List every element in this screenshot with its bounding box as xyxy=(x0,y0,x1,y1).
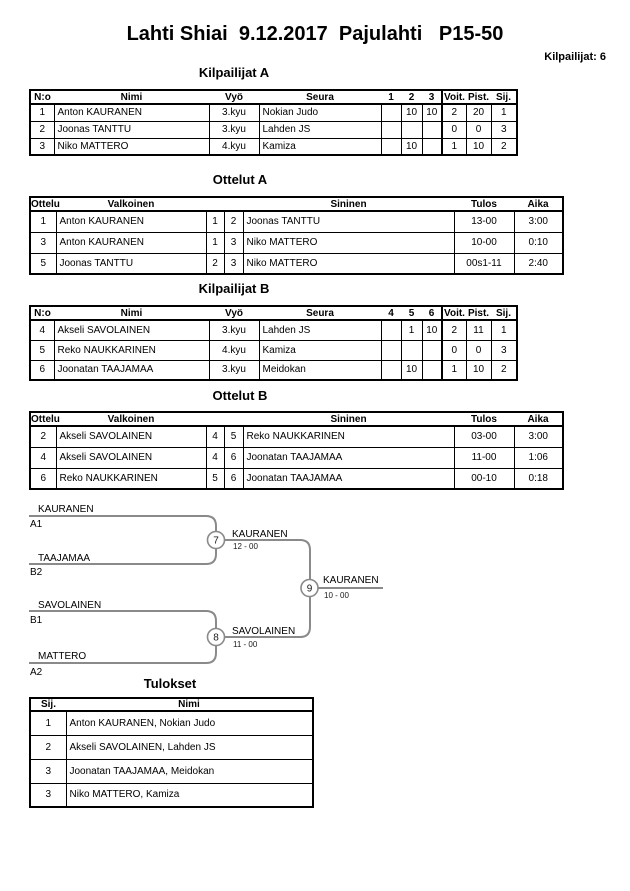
bracket-seed: B1 xyxy=(30,615,43,626)
club-cell: Kamiza xyxy=(259,340,381,360)
final-score: 10 - 00 xyxy=(324,591,349,600)
bracket-seed: A1 xyxy=(30,519,43,530)
club-cell: Meidokan xyxy=(259,360,381,380)
blue-no-cell: 6 xyxy=(224,447,243,468)
belt-cell: 3.kyu xyxy=(209,104,259,121)
belt-cell: 4.kyu xyxy=(209,138,259,155)
name-header: Nimi xyxy=(54,90,209,104)
name-cell: Niko MATTERO xyxy=(54,138,209,155)
place-header: Sij. xyxy=(491,306,517,320)
white-name-cell: Anton KAURANEN xyxy=(56,211,206,232)
belt-cell: 3.kyu xyxy=(209,121,259,138)
points-cell: 10 xyxy=(466,360,491,380)
club-cell: Lahden JS xyxy=(259,320,381,340)
white-no-cell: 4 xyxy=(206,426,224,447)
result-row xyxy=(30,759,313,783)
wins-cell: 0 xyxy=(442,340,466,360)
name-cell: Anton KAURANEN, Nokian Judo xyxy=(66,711,313,735)
white-no-cell: 2 xyxy=(206,253,224,274)
score-cell: 10 xyxy=(422,320,442,340)
points-header: Pist. xyxy=(467,307,490,319)
wins-cell: 1 xyxy=(442,138,466,155)
club-cell: Lahden JS xyxy=(259,121,381,138)
match-no-cell: 4 xyxy=(30,447,56,468)
match-col-header: 5 xyxy=(401,306,422,320)
white-no-cell: 1 xyxy=(206,232,224,253)
place-cell: 2 xyxy=(491,138,517,155)
name-cell: Akseli SAVOLAINEN xyxy=(54,320,209,340)
match-number: 7 xyxy=(213,535,219,547)
no-cell: 4 xyxy=(30,320,54,340)
competitors-count: Kilpailijat: 6 xyxy=(544,51,606,63)
name-cell: Joonas TANTTU xyxy=(54,121,209,138)
wins-cell: 1 xyxy=(442,360,466,380)
match-col-header: 2 xyxy=(401,90,422,104)
semifinal-score: 12 - 00 xyxy=(233,542,258,551)
results-header-row xyxy=(30,698,313,711)
name-cell: Joonatan TAAJAMAA xyxy=(54,360,209,380)
no-header: N:o xyxy=(30,90,54,104)
white-no-cell: 1 xyxy=(206,211,224,232)
no-cell: 3 xyxy=(30,138,54,155)
belt-header: Vyö xyxy=(209,306,259,320)
result-row xyxy=(30,783,313,807)
bracket-slot-name: TAAJAMAA xyxy=(38,553,91,564)
place-header: Sij. xyxy=(491,90,517,104)
place-cell: 1 xyxy=(491,104,517,121)
place-header: Sij. xyxy=(30,698,66,711)
score-cell: 10 xyxy=(422,104,442,121)
white-name-cell: Akseli SAVOLAINEN xyxy=(56,426,206,447)
white-no-cell: 5 xyxy=(206,468,224,489)
time-header: Aika xyxy=(514,412,563,426)
match-col-header: 6 xyxy=(422,306,442,320)
place-cell: 3 xyxy=(491,121,517,138)
score-cell: 10 xyxy=(401,138,422,155)
match-no-header: Ottelu xyxy=(31,413,60,425)
result-cell: 00s1-11 xyxy=(454,253,514,274)
match-no-cell: 3 xyxy=(30,232,56,253)
points-cell: 11 xyxy=(466,320,491,340)
no-cell: 2 xyxy=(30,121,54,138)
blue-no-cell: 3 xyxy=(224,232,243,253)
points-cell: 20 xyxy=(466,104,491,121)
place-cell: 1 xyxy=(491,320,517,340)
result-cell: 10-00 xyxy=(454,232,514,253)
place-cell: 2 xyxy=(491,360,517,380)
bracket-slot-line xyxy=(29,611,216,629)
result-header: Tulos xyxy=(454,197,514,211)
blue-name-cell: Reko NAUKKARINEN xyxy=(243,426,454,447)
matches-b-heading: Ottelut B xyxy=(212,388,268,403)
time-cell: 3:00 xyxy=(514,426,563,447)
wins-cell: 2 xyxy=(442,320,466,340)
blue-no-cell: 2 xyxy=(224,211,243,232)
blue-name-cell: Niko MATTERO xyxy=(243,253,454,274)
place-cell: 1 xyxy=(30,711,66,735)
wins-cell: 0 xyxy=(442,121,466,138)
results-heading: Tulokset xyxy=(143,676,197,691)
result-cell: 03-00 xyxy=(454,426,514,447)
time-header: Aika xyxy=(514,197,563,211)
semifinal-score: 11 - 00 xyxy=(233,640,258,649)
name-cell: Joonatan TAAJAMAA, Meidokan xyxy=(66,759,313,783)
white-name-cell: Akseli SAVOLAINEN xyxy=(56,447,206,468)
bracket-slot-name: SAVOLAINEN xyxy=(38,600,102,611)
blue-name-cell: Niko MATTERO xyxy=(243,232,454,253)
belt-cell: 4.kyu xyxy=(209,340,259,360)
bracket-slot-name: MATTERO xyxy=(38,651,87,662)
result-cell: 11-00 xyxy=(454,447,514,468)
wins-cell: 2 xyxy=(442,104,466,121)
club-header: Seura xyxy=(259,90,381,104)
club-cell: Nokian Judo xyxy=(259,104,381,121)
belt-cell: 3.kyu xyxy=(209,320,259,340)
score-cell: 10 xyxy=(401,104,422,121)
white-header: Valkoinen xyxy=(56,412,206,426)
place-cell: 2 xyxy=(30,735,66,759)
place-cell: 3 xyxy=(30,783,66,807)
bracket-slot-name: KAURANEN xyxy=(38,504,94,515)
blue-no-cell: 5 xyxy=(224,426,243,447)
pool-a-heading: Kilpailijat A xyxy=(198,65,270,80)
page-title: Lahti Shiai 9.12.2017 Pajulahti P15-50 xyxy=(126,23,504,45)
points-header: Pist. xyxy=(467,91,490,103)
time-cell: 0:18 xyxy=(514,468,563,489)
bracket-seed: A2 xyxy=(30,667,43,678)
blue-no-cell: 3 xyxy=(224,253,243,274)
match-number: 8 xyxy=(213,632,219,644)
result-cell: 00-10 xyxy=(454,468,514,489)
white-header: Valkoinen xyxy=(56,197,206,211)
blue-name-cell: Joonatan TAAJAMAA xyxy=(243,447,454,468)
match-no-cell: 1 xyxy=(30,211,56,232)
score-cell: 1 xyxy=(401,320,422,340)
time-cell: 1:06 xyxy=(514,447,563,468)
place-cell: 3 xyxy=(491,340,517,360)
name-cell: Akseli SAVOLAINEN, Lahden JS xyxy=(66,735,313,759)
match-no-cell: 2 xyxy=(30,426,56,447)
results-table xyxy=(29,697,314,808)
time-cell: 3:00 xyxy=(514,211,563,232)
match-col-header: 1 xyxy=(381,90,401,104)
final-winner-name: KAURANEN xyxy=(323,575,379,586)
wins-header: Voit. xyxy=(442,306,466,320)
no-cell: 5 xyxy=(30,340,54,360)
match-no-cell: 5 xyxy=(30,253,56,274)
club-cell: Kamiza xyxy=(259,138,381,155)
match-col-header: 4 xyxy=(381,306,401,320)
white-no-cell: 4 xyxy=(206,447,224,468)
time-cell: 0:10 xyxy=(514,232,563,253)
points-cell: 0 xyxy=(466,340,491,360)
result-cell: 13-00 xyxy=(454,211,514,232)
name-header: Nimi xyxy=(54,306,209,320)
match-no-cell: 6 xyxy=(30,468,56,489)
time-cell: 2:40 xyxy=(514,253,563,274)
pool-b-heading: Kilpailijat B xyxy=(198,281,270,296)
place-cell: 3 xyxy=(30,759,66,783)
name-header: Nimi xyxy=(66,698,313,711)
result-row xyxy=(30,711,313,735)
no-header: N:o xyxy=(30,306,54,320)
semifinal-winner-name: SAVOLAINEN xyxy=(232,626,296,637)
white-name-cell: Joonas TANTTU xyxy=(56,253,206,274)
name-cell: Anton KAURANEN xyxy=(54,104,209,121)
score-cell: 10 xyxy=(401,360,422,380)
result-header: Tulos xyxy=(454,412,514,426)
name-cell: Reko NAUKKARINEN xyxy=(54,340,209,360)
points-cell: 0 xyxy=(466,121,491,138)
match-col-header: 3 xyxy=(422,90,442,104)
no-cell: 1 xyxy=(30,104,54,121)
belt-cell: 3.kyu xyxy=(209,360,259,380)
bracket-seed: B2 xyxy=(30,567,43,578)
wins-header: Voit. xyxy=(442,90,466,104)
blue-name-cell: Joonas TANTTU xyxy=(243,211,454,232)
white-name-cell: Reko NAUKKARINEN xyxy=(56,468,206,489)
club-header: Seura xyxy=(259,306,381,320)
bracket-slot-line xyxy=(29,516,216,532)
semifinal-winner-name: KAURANEN xyxy=(232,529,288,540)
matches-a-heading: Ottelut A xyxy=(212,172,268,187)
points-cell: 10 xyxy=(466,138,491,155)
blue-header: Sininen xyxy=(243,412,454,426)
match-no-header: Ottelu xyxy=(31,198,60,210)
blue-header: Sininen xyxy=(243,197,454,211)
belt-header: Vyö xyxy=(209,90,259,104)
match-number: 9 xyxy=(306,583,313,595)
blue-no-cell: 6 xyxy=(224,468,243,489)
name-cell: Niko MATTERO, Kamiza xyxy=(66,783,313,807)
result-row xyxy=(30,735,313,759)
white-name-cell: Anton KAURANEN xyxy=(56,232,206,253)
blue-name-cell: Joonatan TAAJAMAA xyxy=(243,468,454,489)
no-cell: 6 xyxy=(30,360,54,380)
